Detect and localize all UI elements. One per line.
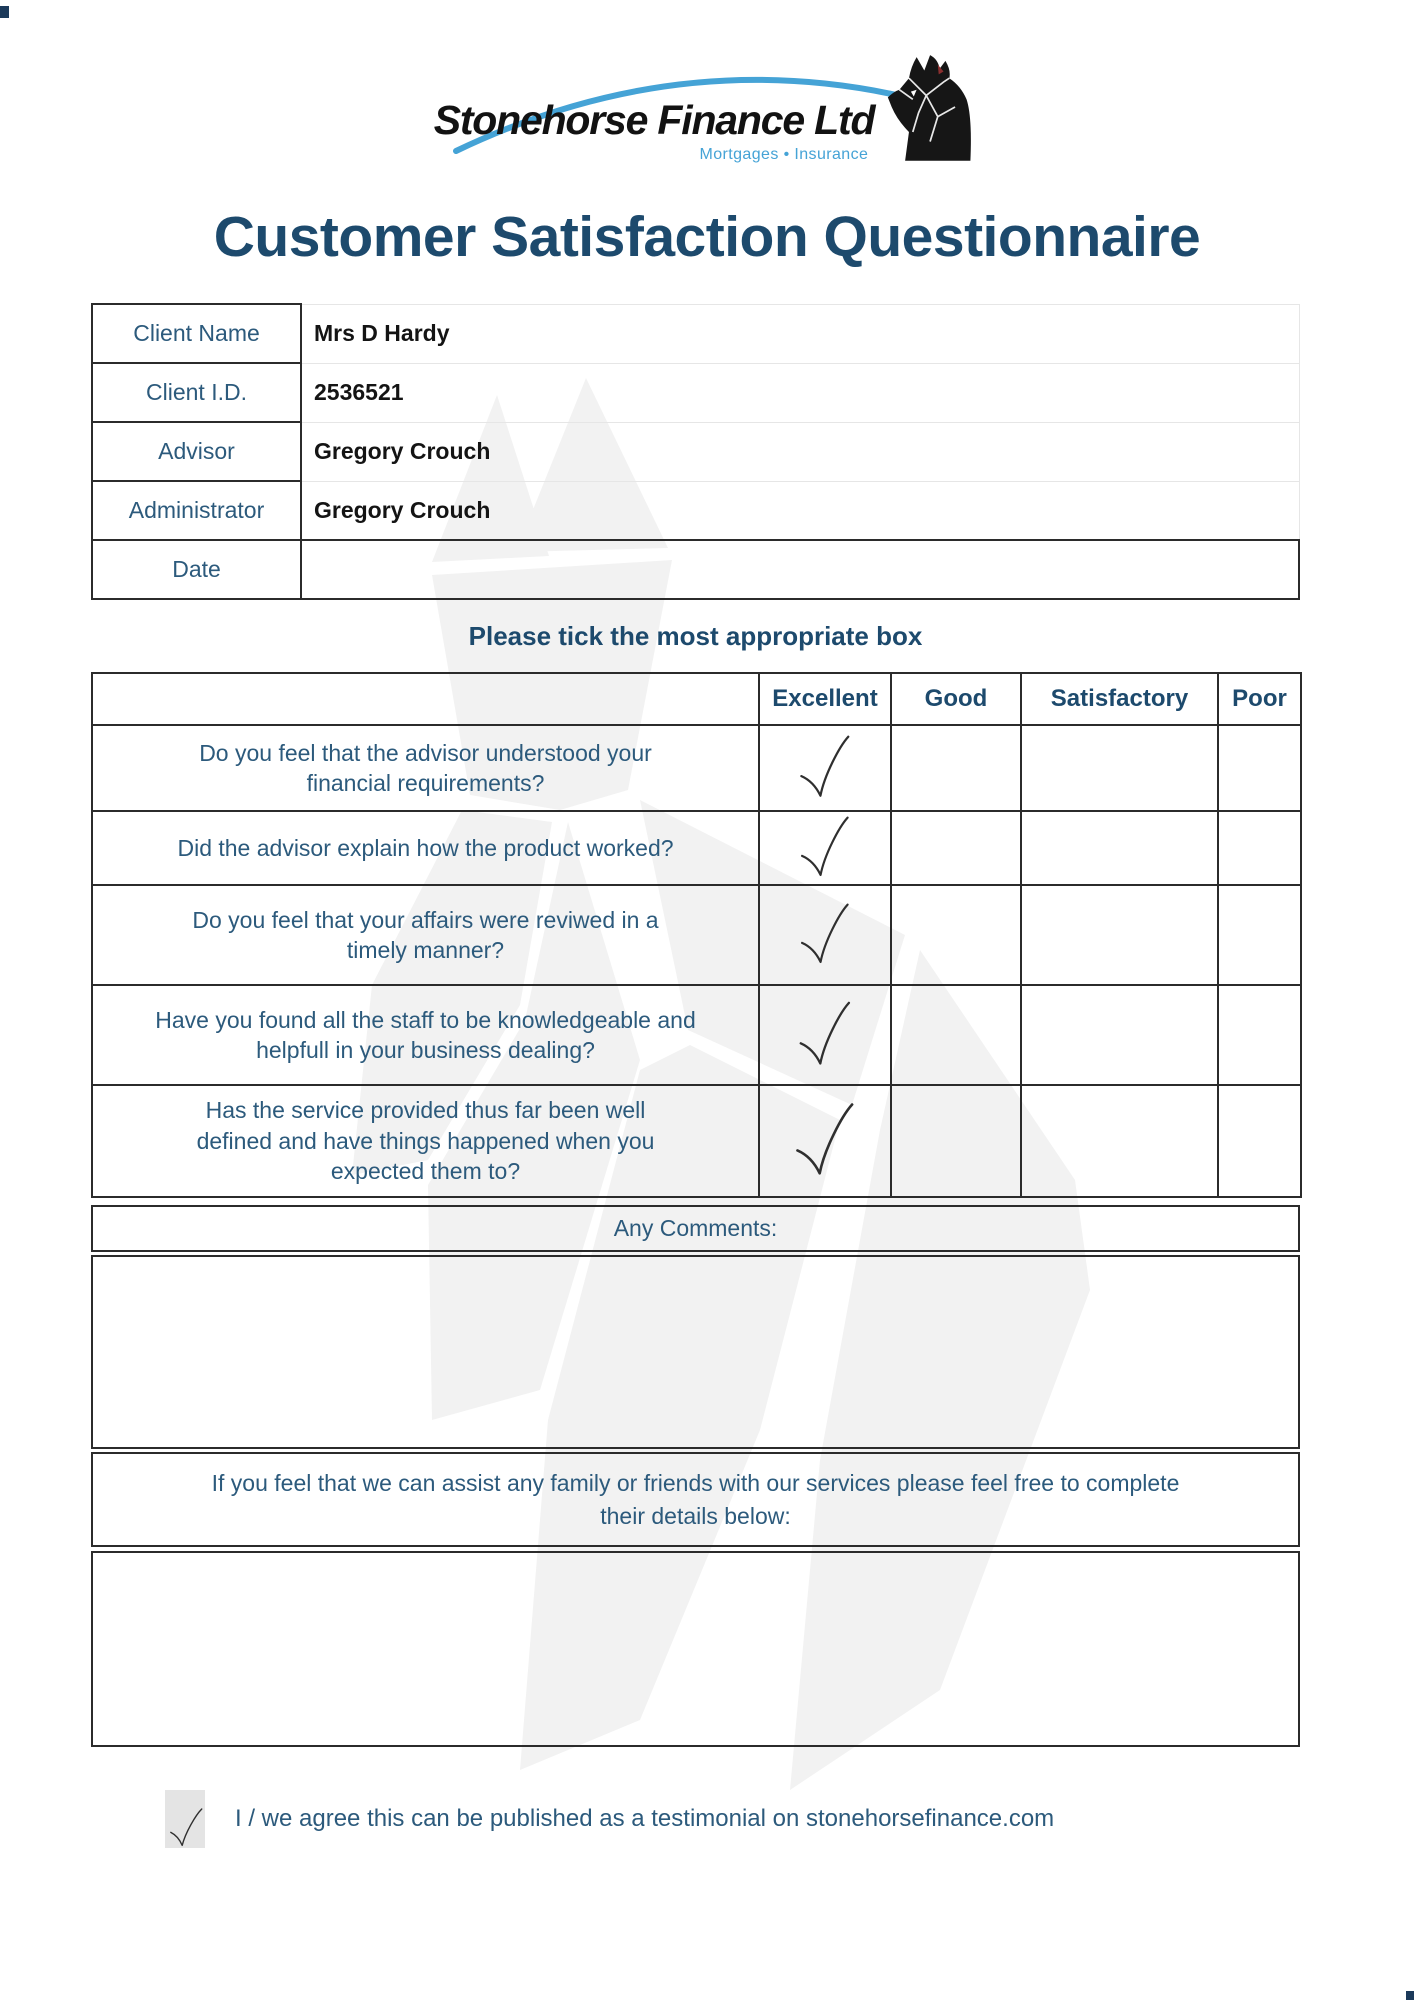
column-header-poor: Poor (1218, 673, 1301, 725)
column-header-satisfactory: Satisfactory (1021, 673, 1218, 725)
answer-cell-poor[interactable] (1218, 1085, 1301, 1197)
client-id-label: Client I.D. (92, 363, 301, 422)
question-text: Did the advisor explain how the product worked? (92, 811, 759, 885)
referral-prompt-text: If you feel that we can assist any family or friends with our services please feel free to complete their details below: (211, 1470, 1180, 1529)
company-tagline: Mortgages • Insurance (699, 146, 869, 163)
question-row (92, 725, 1301, 811)
answer-cell-satisfactory[interactable] (1021, 1085, 1218, 1197)
questionnaire-table (91, 672, 1300, 1198)
answer-cell-good[interactable] (891, 985, 1021, 1085)
referral-details-box[interactable] (91, 1551, 1300, 1747)
referral-prompt (91, 1452, 1300, 1547)
tick-mark-icon (792, 730, 858, 805)
corner-mark-bottom-right (1406, 1991, 1414, 2000)
client-name-label: Client Name (92, 304, 301, 363)
column-header-excellent: Excellent (759, 673, 891, 725)
page-title: Customer Satisfaction Questionnaire (213, 205, 1201, 269)
client-info-row (92, 481, 1299, 540)
answer-cell-satisfactory[interactable] (1021, 811, 1218, 885)
answer-cell-satisfactory[interactable] (1021, 885, 1218, 985)
answer-cell-excellent[interactable] (759, 885, 891, 985)
answer-cell-satisfactory[interactable] (1021, 985, 1218, 1085)
question-row (92, 885, 1301, 985)
answer-cell-good[interactable] (891, 1085, 1021, 1197)
testimonial-agreement-text: I / we agree this can be published as a testimonial on stonehorsefinance.com (235, 1805, 1055, 1832)
answer-cell-good[interactable] (891, 885, 1021, 985)
rating-header-row (92, 673, 1301, 725)
client-info-row (92, 363, 1299, 422)
tick-mark-icon (793, 898, 857, 971)
answer-cell-poor[interactable] (1218, 725, 1301, 811)
advisor-label: Advisor (92, 422, 301, 481)
client-info-table (91, 303, 1300, 600)
answer-cell-poor[interactable] (1218, 811, 1301, 885)
company-name: Stonehorse Finance Ltd (433, 97, 875, 143)
question-text: Do you feel that the advisor understood your financial requirements? (92, 725, 759, 811)
comments-input-box[interactable] (91, 1255, 1300, 1449)
answer-cell-excellent[interactable] (759, 985, 891, 1085)
answer-cell-satisfactory[interactable] (1021, 725, 1218, 811)
question-row (92, 811, 1301, 885)
answer-cell-excellent[interactable] (759, 811, 891, 885)
answer-cell-good[interactable] (891, 811, 1021, 885)
tick-mark-icon (167, 1796, 205, 1860)
question-text: Have you found all the staff to be knowledgeable and helpfull in your business dealing? (92, 985, 759, 1085)
client-info-row (92, 304, 1299, 363)
logo-wordmark-block (434, 97, 875, 166)
date-label: Date (92, 540, 301, 599)
column-header-good: Good (891, 673, 1021, 725)
client-info-row (92, 422, 1299, 481)
testimonial-checkbox[interactable] (165, 1790, 205, 1848)
tick-mark-icon (788, 1097, 862, 1185)
answer-cell-poor[interactable] (1218, 885, 1301, 985)
tick-mark-icon (792, 996, 858, 1073)
client-info-row (92, 540, 1299, 599)
answer-cell-excellent[interactable] (759, 725, 891, 811)
client-id-value[interactable]: 2536521 (301, 363, 1299, 422)
question-text: Do you feel that your affairs were reviwed in a timely manner? (92, 885, 759, 985)
testimonial-agreement (165, 1790, 1054, 1848)
company-logo (0, 48, 1414, 166)
question-text: Has the service provided thus far been well defined and have things happened when you expected them to? (92, 1085, 759, 1197)
answer-cell-poor[interactable] (1218, 985, 1301, 1085)
advisor-value[interactable]: Gregory Crouch (301, 422, 1299, 481)
client-name-value[interactable]: Mrs D Hardy (301, 304, 1299, 363)
administrator-label: Administrator (92, 481, 301, 540)
question-column-header (92, 673, 759, 725)
administrator-value[interactable]: Gregory Crouch (301, 481, 1299, 540)
answer-cell-excellent[interactable] (759, 1085, 891, 1197)
tick-instruction: Please tick the most appropriate box (468, 621, 923, 651)
horse-head-icon (884, 48, 980, 166)
corner-mark-top-left (0, 6, 9, 18)
answer-cell-good[interactable] (891, 725, 1021, 811)
date-value[interactable] (301, 540, 1299, 599)
any-comments-label: Any Comments: (91, 1205, 1300, 1252)
question-row (92, 1085, 1301, 1197)
question-row (92, 985, 1301, 1085)
tick-mark-icon (793, 811, 857, 884)
